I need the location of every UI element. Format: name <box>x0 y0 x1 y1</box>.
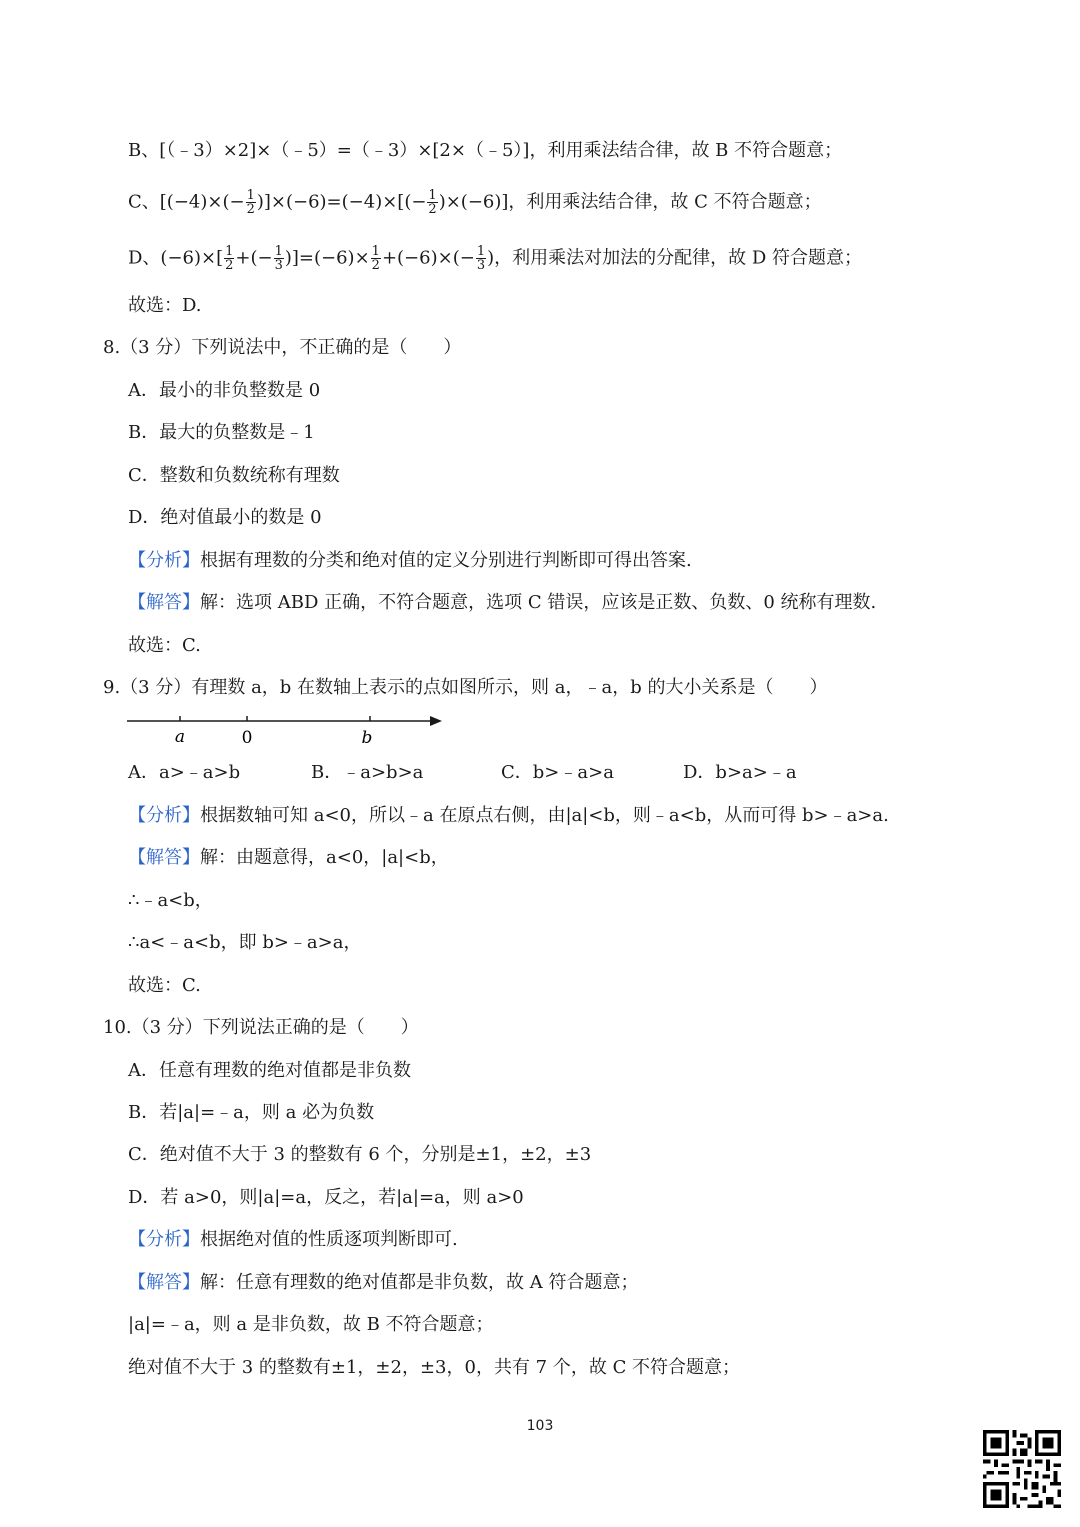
q10-step-1: |a|=﹣a，则 a 是非负数，故 B 不符合题意； <box>128 1314 494 1335</box>
q8-option-b: B．最大的负整数是﹣1 <box>128 422 315 443</box>
fraction-half: $\frac{1}{2}$ <box>371 244 380 273</box>
q10-analysis: 【分析】根据绝对值的性质逐项判断即可. <box>128 1229 458 1250</box>
line-d <box>128 245 862 272</box>
q9-step-1: ∴﹣a<b， <box>128 890 213 911</box>
analysis-tag: 【分析】 <box>128 1229 200 1250</box>
fraction-half: $\frac{1}{2}$ <box>246 188 255 217</box>
line-b: B、[（﹣3）×2]×（﹣5）=（﹣3）×[2×（﹣5）]，利用乘法结合律，故 B 不符合题意； <box>128 140 843 161</box>
line-d-part2: +(− <box>235 247 273 269</box>
q10-answer: 【解答】解：任意有理数的绝对值都是非负数，故 A 符合题意； <box>128 1272 639 1293</box>
q9-option-b: B．﹣a>b>a <box>311 762 424 783</box>
line-d-part5: )，利用乘法对加法的分配律，故 D 符合题意； <box>487 247 862 269</box>
q9-answer: 【解答】解：由题意得，a<0，|a|<b， <box>128 847 449 868</box>
q9-option-d: D．b>a>﹣a <box>683 762 797 783</box>
q10-option-d: D．若 a>0，则|a|=a，反之，若|a|=a，则 a>0 <box>128 1187 524 1208</box>
fraction-half: $\frac{1}{2}$ <box>428 188 437 217</box>
analysis-tag: 【分析】 <box>128 550 200 571</box>
q9-option-a: A．a>﹣a>b <box>128 762 241 783</box>
selection-7: 故选：D. <box>128 295 202 316</box>
label-zero: 0 <box>241 728 253 748</box>
question-9-title: 9.（3 分）有理数 a，b 在数轴上表示的点如图所示，则 a，﹣a，b 的大小关系是（ ） <box>103 677 828 698</box>
line-c-part3: )×(−6)]，利用乘法结合律，故 C 不符合题意； <box>438 191 822 213</box>
q10-option-b: B．若|a|=﹣a，则 a 必为负数 <box>128 1102 375 1123</box>
answer-tag: 【解答】 <box>128 592 200 613</box>
q8-option-c: C．整数和负数统称有理数 <box>128 465 340 486</box>
q10-option-c: C．绝对值不大于 3 的整数有 6 个，分别是±1，±2，±3 <box>128 1144 592 1165</box>
q8-selection: 故选：C. <box>128 635 201 656</box>
q9-options <box>128 761 797 785</box>
q8-option-d: D．绝对值最小的数是 0 <box>128 507 322 528</box>
line-c-part2: )]×(−6)=(−4)×[(− <box>256 191 427 213</box>
q8-option-a: A．最小的非负整数是 0 <box>128 380 321 401</box>
number-line-arrow <box>430 716 442 726</box>
q9-analysis: 【分析】根据数轴可知 a<0，所以﹣a 在原点右侧，由|a|<b，则﹣a<b，从而可得 b>﹣a>a. <box>128 805 889 826</box>
number-line-figure <box>127 704 447 748</box>
line-d-part4: +(−6)×(− <box>381 247 475 269</box>
question-8-title: 8.（3 分）下列说法中，不正确的是（ ） <box>103 337 462 358</box>
line-c <box>128 189 822 216</box>
qr-code <box>983 1430 1061 1508</box>
analysis-tag: 【分析】 <box>128 805 200 826</box>
fraction-third: $\frac{1}{3}$ <box>476 244 486 273</box>
q9-step-2: ∴a<﹣a<b，即 b>﹣a>a， <box>128 932 362 953</box>
answer-tag: 【解答】 <box>128 847 200 868</box>
label-b: b <box>361 728 373 748</box>
q10-step-2: 绝对值不大于 3 的整数有±1，±2，±3，0，共有 7 个，故 C 不符合题意； <box>128 1357 741 1378</box>
answer-tag: 【解答】 <box>128 1272 200 1293</box>
q10-option-a: A．任意有理数的绝对值都是非负数 <box>128 1060 411 1081</box>
line-d-part3: )]=(−6)× <box>284 247 370 269</box>
question-10-title: 10.（3 分）下列说法正确的是（ ） <box>103 1017 419 1038</box>
label-a: a <box>174 727 186 747</box>
page-number: 103 <box>526 1418 554 1434</box>
line-c-part1: C、[(−4)×(− <box>128 191 245 213</box>
fraction-half: $\frac{1}{2}$ <box>225 244 234 273</box>
q8-answer: 【解答】解：选项 ABD 正确，不符合题意，选项 C 错误，应该是正数、负数、0 统称有理数. <box>128 592 877 613</box>
q8-analysis: 【分析】根据有理数的分类和绝对值的定义分别进行判断即可得出答案. <box>128 550 692 571</box>
fraction-third: $\frac{1}{3}$ <box>274 244 283 273</box>
q9-option-c: C．b>﹣a>a <box>501 762 614 783</box>
line-d-part1: D、(−6)×[ <box>128 247 224 269</box>
q9-selection: 故选：C. <box>128 975 201 996</box>
